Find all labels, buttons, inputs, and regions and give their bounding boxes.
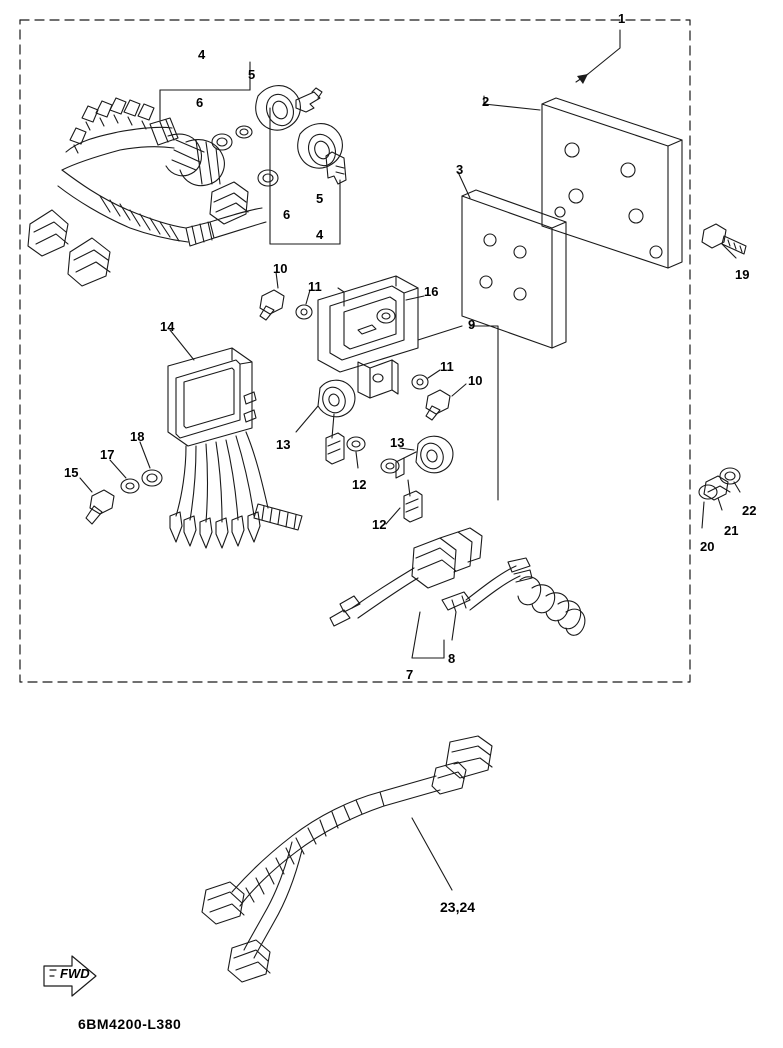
- fastener-group-upper: [260, 272, 312, 320]
- callout-2: 2: [482, 94, 490, 109]
- fastener-group-lower: [412, 370, 466, 420]
- callout-5-lower: 5: [316, 191, 324, 206]
- mounting-brackets: [458, 96, 682, 348]
- callout-19: 19: [735, 267, 750, 282]
- callout-11-lower: 11: [440, 359, 454, 374]
- switch-panel-frame: [318, 276, 498, 500]
- callout-18: 18: [130, 429, 145, 444]
- callout-21: 21: [724, 523, 739, 538]
- callout-6-lower: 6: [283, 207, 291, 222]
- callout-13-right: 13: [390, 435, 405, 450]
- switch-small-left: [296, 380, 365, 468]
- callout-1: 1: [618, 11, 626, 26]
- main-switch-assembly: [160, 62, 346, 244]
- callout-20: 20: [700, 539, 715, 554]
- fwd-label: FWD: [60, 966, 90, 981]
- callout-12-right: 12: [372, 517, 387, 532]
- part-code-label: 6BM4200-L380: [78, 1016, 182, 1032]
- callout-16: 16: [424, 284, 439, 299]
- callout-17: 17: [100, 447, 115, 462]
- leader-1: [588, 30, 620, 74]
- callout-4-upper: 4: [198, 47, 206, 62]
- callout-14: 14: [160, 319, 175, 334]
- callout-13-left: 13: [276, 437, 291, 452]
- lanyard-cord-assembly: [330, 528, 585, 658]
- callout-10-upper: 10: [273, 261, 288, 276]
- callout-11-upper: 11: [308, 279, 322, 294]
- callout-23-24: 23,24: [440, 899, 476, 915]
- fastener-group-right: [699, 468, 740, 528]
- callout-3: 3: [456, 162, 464, 177]
- wire-harness-assembly: [28, 95, 266, 286]
- callout-6-upper: 6: [196, 95, 204, 110]
- callout-9: 9: [468, 317, 476, 332]
- callout-12-left: 12: [352, 477, 367, 492]
- callout-22: 22: [742, 503, 757, 518]
- bolt-19: [702, 224, 746, 258]
- callout-5-upper: 5: [248, 67, 256, 82]
- callout-15: 15: [64, 465, 79, 480]
- callout-4-lower: 4: [316, 227, 324, 242]
- extension-cable-assembly: [202, 736, 492, 982]
- fastener-group-left: [80, 442, 162, 524]
- callout-10-lower: 10: [468, 373, 483, 388]
- callout-8: 8: [448, 651, 456, 666]
- callout-7: 7: [406, 667, 414, 682]
